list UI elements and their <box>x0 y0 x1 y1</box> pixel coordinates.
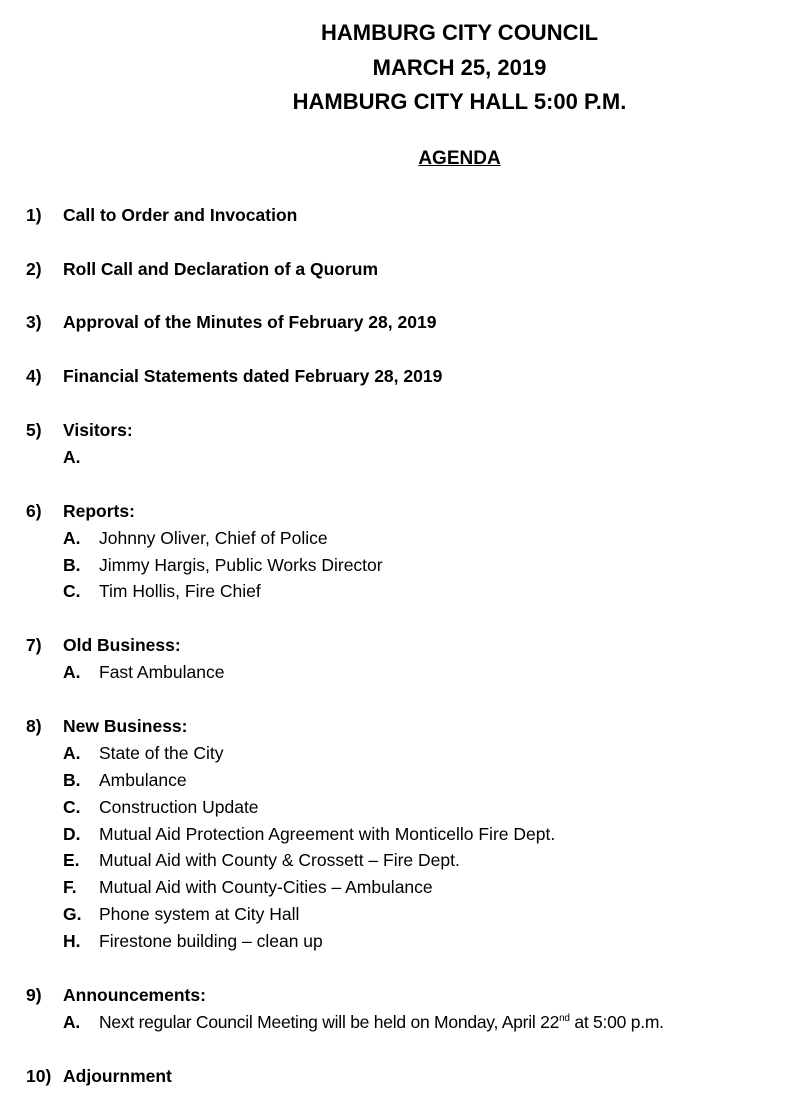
agenda-item <box>26 1066 172 1087</box>
sub-item <box>63 662 224 683</box>
agenda-item <box>26 501 135 522</box>
agenda-item <box>26 205 297 226</box>
sub-item-text: Firestone building – clean up <box>99 931 323 951</box>
meeting-location-time: HAMBURG CITY HALL 5:00 P.M. <box>292 89 627 114</box>
sub-item-text: State of the City <box>99 743 224 763</box>
sub-item-text: Fast Ambulance <box>99 662 225 682</box>
item-title: Visitors: <box>63 420 133 440</box>
sub-item-letter: D. <box>63 824 81 844</box>
sub-item <box>63 447 99 468</box>
item-number: 8) <box>26 716 42 736</box>
sub-item-letter: A. <box>63 528 81 548</box>
item-title: Adjournment <box>63 1066 172 1086</box>
agenda-item <box>26 985 206 1006</box>
sub-item-letter: B. <box>63 555 81 575</box>
agenda-title <box>67 148 785 170</box>
item-number: 7) <box>26 635 42 655</box>
item-number: 3) <box>26 312 42 332</box>
sub-item <box>63 877 433 898</box>
sub-item <box>63 581 261 602</box>
ordinal-suffix: nd <box>559 1013 570 1024</box>
item-number: 2) <box>26 259 42 279</box>
item-number: 5) <box>26 420 42 440</box>
sub-item-text: Tim Hollis, Fire Chief <box>99 581 261 601</box>
item-title: Reports: <box>63 501 135 521</box>
sub-item <box>63 850 460 871</box>
sub-item-letter: C. <box>63 797 81 817</box>
agenda-item <box>26 420 133 441</box>
sub-item-text: Next regular Council Meeting will be held on Monday, April 22 <box>99 1012 560 1032</box>
item-number: 9) <box>26 985 42 1005</box>
sub-item-text: Construction Update <box>99 797 259 817</box>
item-number: 6) <box>26 501 42 521</box>
sub-item-letter: A. <box>63 1012 80 1032</box>
item-title: Roll Call and Declaration of a Quorum <box>63 259 379 279</box>
sub-item-text: Phone system at City Hall <box>99 904 300 924</box>
item-number: 1) <box>26 205 42 225</box>
sub-item-letter: A. <box>63 743 81 763</box>
agenda-item <box>26 259 378 280</box>
sub-item-letter: A. <box>63 662 81 682</box>
sub-item-letter: C. <box>63 581 81 601</box>
sub-item-text: Johnny Oliver, Chief of Police <box>99 528 328 548</box>
sub-item <box>63 931 323 952</box>
sub-item-text: Ambulance <box>99 770 187 790</box>
item-title: Announcements: <box>63 985 206 1005</box>
sub-item <box>63 528 328 549</box>
sub-item <box>63 1012 664 1033</box>
item-number: 4) <box>26 366 42 386</box>
agenda-item <box>26 635 181 656</box>
sub-item <box>63 555 383 576</box>
sub-item-text: Mutual Aid with County-Cities – Ambulance <box>99 877 433 897</box>
sub-item-text: Mutual Aid with County & Crossett – Fire Dept. <box>99 850 460 870</box>
sub-item <box>63 797 259 818</box>
item-title: Financial Statements dated February 28, 2019 <box>63 366 443 386</box>
sub-item <box>63 824 555 845</box>
sub-item-text-tail: at 5:00 p.m. <box>569 1012 664 1032</box>
agenda-title-text: AGENDA <box>418 148 501 169</box>
item-title: Call to Order and Invocation <box>63 205 298 225</box>
council-name: HAMBURG CITY COUNCIL <box>320 20 599 45</box>
sub-item-text: Jimmy Hargis, Public Works Director <box>99 555 383 575</box>
agenda-item <box>26 366 442 387</box>
item-title: New Business: <box>63 716 188 736</box>
sub-item-letter: F. <box>63 877 77 897</box>
sub-item <box>63 904 299 925</box>
sub-item <box>63 770 187 791</box>
meeting-date: MARCH 25, 2019 <box>372 55 547 80</box>
sub-item-letter: A. <box>63 447 81 467</box>
sub-item-text: Mutual Aid Protection Agreement with Monticello Fire Dept. <box>99 824 556 844</box>
sub-item-letter: B. <box>63 770 81 790</box>
item-title: Approval of the Minutes of February 28, 2019 <box>63 312 437 332</box>
agenda-item <box>26 716 187 737</box>
agenda-item <box>26 312 436 333</box>
sub-item-letter: H. <box>63 931 81 951</box>
item-number: 10) <box>26 1066 52 1086</box>
sub-item <box>63 743 224 764</box>
sub-item-letter: E. <box>63 850 80 870</box>
sub-item-letter: G. <box>63 904 82 924</box>
item-title: Old Business: <box>63 635 181 655</box>
